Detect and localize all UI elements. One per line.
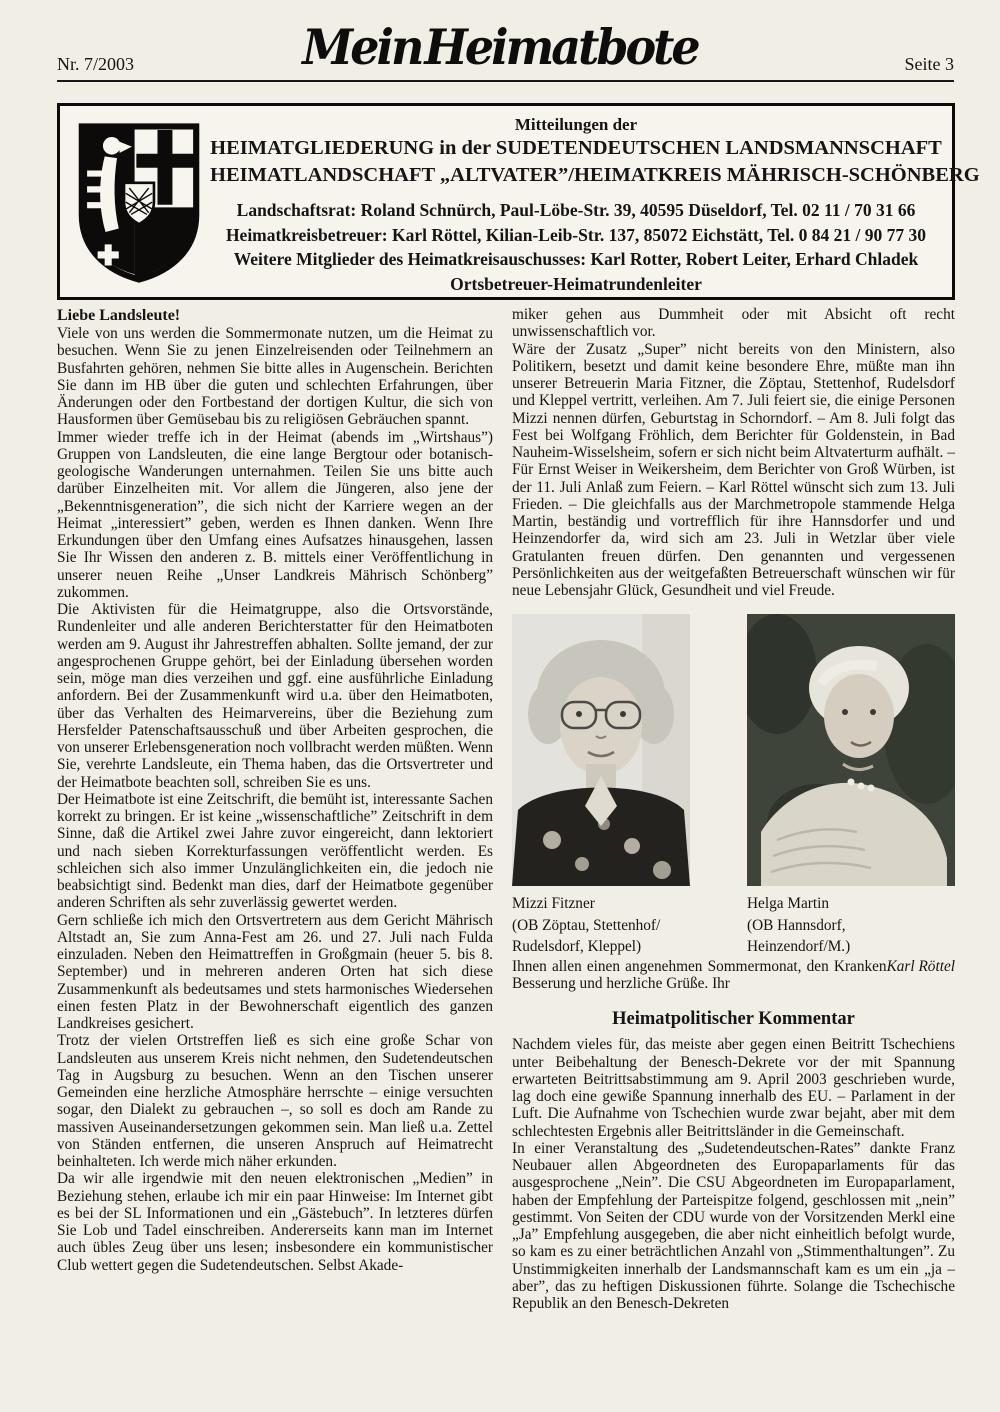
contact-weitere-mitglieder: Weitere Mitglieder des Heimatkreisauschusses: Karl Rotter, Robert Leiter, Erhard Chladek xyxy=(233,249,919,269)
left-column xyxy=(57,306,493,1274)
paragraph: Viele von uns werden die Sommermonate nutzen, um die Heimat zu besuchen. Wenn Sie zu jenen Einzelreisenden oder Teilnehmern an Busfahrten gehören, nehmen Sie bitte alles in Augenschein. Berichten Sie dann im HB über die guten und schlechten Erfahrungen, über Änderungen oder den Fortbestand der dortigen Kultur, die sich von Hausformen über Gemüsebau bis zu religiösen Gebräuchen spannt. xyxy=(57,325,493,429)
caption-mizzi-fitzner: Mizzi Fitzner (OB Zöptau, Stettenhof/ Rudelsdorf, Kleppel) xyxy=(512,895,661,956)
contact-heimatkreisbetreuer: Heimatkreisbetreuer: Karl Röttel, Kilian-Leib-Str. 137, 85072 Eichstätt, Tel. 0 84 21 / 90 77 30 xyxy=(225,224,927,245)
info-box-kicker: Mitteilungen der xyxy=(514,115,638,134)
coat-of-arms-icon xyxy=(73,117,205,289)
salutation-heading: Liebe Landsleute! xyxy=(57,307,181,324)
issue-number: Nr. 7/2003 xyxy=(57,54,135,74)
info-box-title-line1: HEIMATGLIEDERUNG in der SUDETENDEUTSCHEN LANDSMANNSCHAFT xyxy=(210,137,942,159)
caption-helga-martin: Helga Martin (OB Hannsdorf, Heinzendorf/M.) xyxy=(747,895,851,956)
info-box xyxy=(57,103,980,300)
closing-text: Ihnen allen einen angenehmen Sommermonat, den Kranken Besserung und herzliche Grüße. Ihr xyxy=(512,957,887,992)
section-heading: Heimatpolitischer Kommentar xyxy=(612,1009,855,1030)
info-box-contacts xyxy=(210,198,942,296)
masthead-logo: Mein Heimatbote xyxy=(302,18,698,76)
photo-mizzi-fitzner xyxy=(512,614,690,886)
closing-paragraph xyxy=(512,958,955,993)
info-box-text xyxy=(210,115,980,296)
photo-helga-martin xyxy=(747,614,955,886)
paragraph: Die Aktivisten für die Heimatgruppe, also die Ortsvorstände, Rundenleiter und alle anderen Berichterstatter für den Heimatboten werden am 9. August ihr Jahrestreffen abhalten. Sollte jemand, der zur angesprochenen Gruppe gehört, bei der Einladung übersehen worden sein, möge man dies verzeihen und ggf. eine ausführliche Einladung anfordern. Bei der Zusammenkunft wird u.a. über den Heimatboten, über das Verhalten des Heimarvereins, über die Beziehung zum Hersfelder Patenschaftsausschuß und über Arbeiten gesprochen, die von unserer Erlebensgeneration noch vollbracht werden müßten. Wenn Sie, verehrte Landsleute, ein Thema haben, das die Ortsvertreter und der Heimatbote beachten soll, schreiben Sie es uns. xyxy=(57,601,493,791)
page-number: Seite 3 xyxy=(904,54,954,74)
header-rule xyxy=(57,80,954,82)
signature: Karl Röttel xyxy=(886,957,955,975)
paragraph: In einer Veranstaltung des „Sudetendeutschen-Rates” dankte Franz Neubauer allen Abgeordneten des Europaparlaments für das ausgesprochene „Nein”. Die CSU Abgeordneten im Europaparlament, haben der Empfehlung der Parteispitze folgend, geschlossen mit „nein” gestimmt. Von Seiten der CDU wurde von der Vorsitzenden Merkl eine „Ja” Empfehlung ausgegeben, die aber nicht einheitlich befolgt wurde, so kam es zu einer beträchtlichen Anzahl von „Stimmenthaltungen”. Zu Unstimmigkeiten innerhalb der Landsmannschaft kam es um ein „ja – aber”, das zu heftigen Diskussionen führte. Solange die Tschechische Republik an den Benesch-Dekreten xyxy=(512,1139,955,1312)
paragraph: miker gehen aus Dummheit oder mit Absicht oft recht unwissenschaftlich vor. xyxy=(512,306,955,341)
paragraph: Wäre der Zusatz „Super” nicht bereits von den Ministern, also Politikern, besetzt und damit keine besondere Ehre, müßte man ihn unserer Betreuerin Maria Fitzner, die Zöptau, Stettenhof, Rudelsdorf und Kleppel vertritt, verleihen. Am 7. Juli feiert sie, die einige Personen Mizzi nennen dürfen, Geburtstag in Schorndorf. – Am 8. Juli folgt das Fest bei Wolfgang Fröhlich, dem Berichter für Goldenstein, in Bad Nauheim-Wisselsheim, sofern er sich nicht beim Altvaterturm aufhält. – Für Ernst Weiser in Weikersheim, dem Berichter von Groß Würben, ist der 11. Juli Anlaß zum Feiern. – Karl Röttel wünscht sich zum 13. Juli Frieden. – Die gleichfalls aus der Marchmetropole stammende Helga Martin, beständig und vortrefflich für ihre Hannsdorfer und und Heinzendorfer da, wird sich am 23. Juli in Wetzlar über viele Gratulanten freuen dürfen. Den genannten und vergessenen Persönlichkeiten aus der weitgefaßten Betreuerschaft wünschen wir für neue Lebensjahr Glück, Gesundheit und viel Freude. xyxy=(512,340,955,599)
paragraph: Da wir alle irgendwie mit den neuen elektronischen „Medien” in Beziehung stehen, erlaube ich mir ein paar Hinweise: Im Internet gibt es bei der SL Informationen und ein „Gästebuch”. In letzteres dürfen Sie Lob und Tadel einschreiben. Andererseits kann man im Internet auch übles Zeug über uns lesen; insbesondere ein kommunistischer Club wettert gegen die Sudetendeutschen. Selbst Akade- xyxy=(57,1170,493,1274)
contact-landschaftsrat: Landschaftsrat: Roland Schnürch, Paul-Löbe-Str. 39, 40595 Düseldorf, Tel. 02 11 / 70 31 66 xyxy=(236,200,916,220)
contact-ortsbetreuer: Ortsbetreuer-Heimatrundenleiter xyxy=(450,273,702,294)
caption-row xyxy=(512,893,955,958)
right-column xyxy=(512,306,955,1312)
info-box-title-line2: HEIMATLANDSCHAFT „ALTVATER”/HEIMATKREIS MÄHRISCH-SCHÖNBERG xyxy=(210,164,980,186)
paragraph: Immer wieder treffe ich in der Heimat (abends im „Wirtshaus”) Gruppen von Landsleuten, die eine lange Bergtour oder botanisch-geologische Wanderungen unternahmen. Teilen Sie uns bitte auch darüber Einzelheiten mit. Vor allem die Jüngeren, also jene der „Bekenntnisgeneration”, die sich nicht der Karriere wegen an der Heimat „interessiert” geben, werden es Ihnen danken. Wenn Ihre Erkundungen über den Umfang eines Aufsatzes hinausgehen, lassen Sie Ihr Wissen den anderen z. B. mittels einer Veröffentlichung in unserer neuen Reihe „Unser Landkreis Mährisch Schönberg” zukommen. xyxy=(57,428,493,601)
paragraph: Der Heimatbote ist eine Zeitschrift, die bemüht ist, interessante Sachen korrekt zu bringen. Er ist keine „wissenschaftliche” Zeitschrift in dem Sinne, daß die Artikel zwei Jahre zuvor eingereicht, dann lektoriert und nach sieben Korrekturfassungen veröffentlicht werden. Es schleichen sich also immer Unzulänglichkeiten ein, die jedoch nie beabsichtigt sind. Bedenkt man dies, darf der Heimatbote gegenüber anderen Schriften als sehr zuverlässig gewertet werden. xyxy=(57,790,493,912)
paragraph: Gern schließe ich mich den Ortsvertretern aus dem Gericht Mährisch Altstadt an, Sie zum Anna-Fest am 26. und 27. Juli nach Fulda einzuladen. Neben den Heimattreffen in Großgmain (heuer 5. bis 8. September) und in mehreren anderen Orten hat sich diese Zusammenkunft als bedeutsames und stets harmonisches Wiedersehen einen festen Platz in der Bewohnerschaft eigentlich des ganzen Landkreises gesichert. xyxy=(57,911,493,1032)
paragraph: Nachdem vieles für, das meiste aber gegen einen Beitritt Tschechiens unter Beibehaltung der Benesch-Dekrete vor der mit Spannung erwarteten Beitrittsabstimmung am 9. April 2003 geschrieben wurde, lag doch eine gewiße Spannung innerhalb des EU. – Parlament in der Luft. Die Aufnahme von Tschechien wurde zwar bejaht, aber mit dem schlechtesten Ergebnis aller Beitrittsländer in die Gemeinschaft. xyxy=(512,1036,955,1140)
photo-row xyxy=(512,614,955,886)
paragraph: Trotz der vielen Ortstreffen ließ es sich eine große Schar von Landsleuten aus unserem Kreis nicht nehmen, den Sudetendeutschen Tag in Augsburg zu besuchen. Wenn an den Tischen unserer Gemeinden eine herzliche Atmosphäre herrschte – einige versuchten sogar, den Dialekt zu gebrauchen –, so soll es doch am Rande zu massiven Auseinandersetzungen gekommen sein. Man ließ u.a. Zettel von Ständen entfernen, die unseren Anspruch auf Heimatrecht beinhalteten. Ich werde mich näher erkunden. xyxy=(57,1032,493,1170)
